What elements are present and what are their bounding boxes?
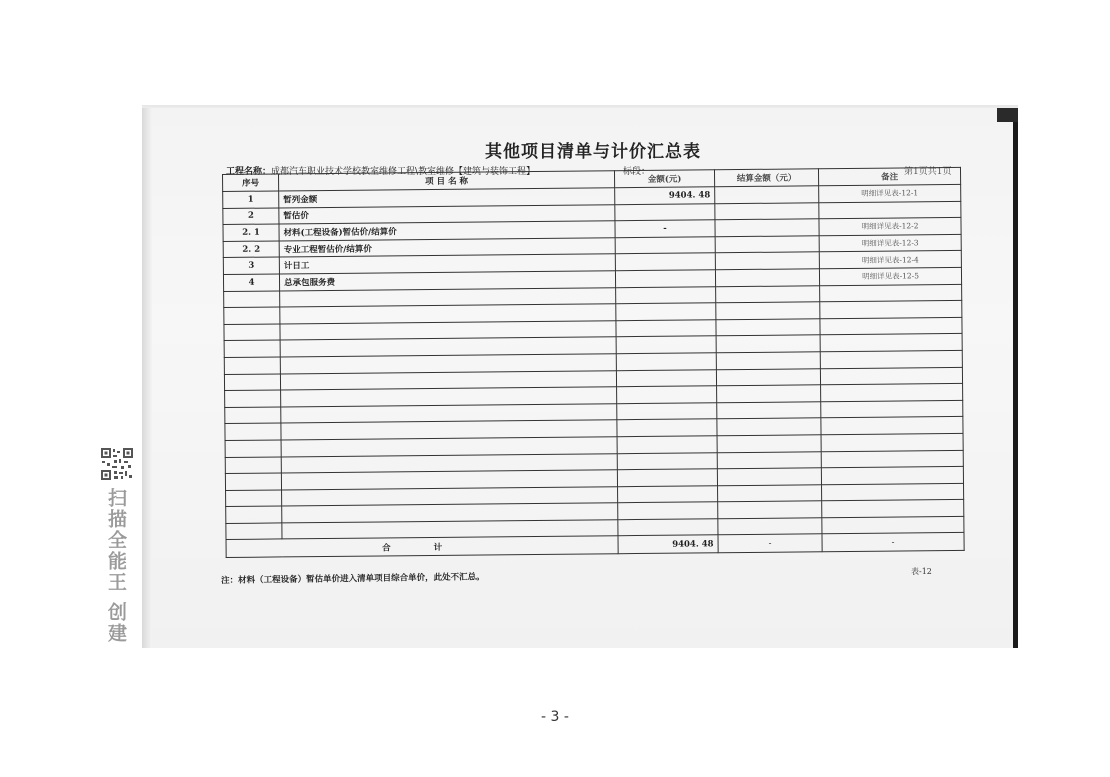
- project-name: 成都汽车职业技术学校教室维修工程\教室维修【建筑与装饰工程】: [271, 167, 536, 177]
- page-info: 第1页共1页: [904, 167, 952, 177]
- total-label: 合 计: [226, 536, 618, 558]
- row-amount: [617, 386, 717, 404]
- row-remark: 明细详见表-12-2: [819, 218, 961, 236]
- row-remark: 明细详见表-12-3: [819, 234, 961, 252]
- sheet-edge-right: [1013, 110, 1018, 648]
- row-amount: [615, 270, 715, 288]
- header-seq: 序号: [223, 174, 279, 192]
- row-settle: [715, 269, 819, 287]
- row-settle: [716, 335, 820, 353]
- row-seq: [224, 291, 280, 308]
- row-amount: [618, 519, 718, 537]
- summary-table: [222, 167, 965, 559]
- document-title: 其他项目清单与计价汇总表: [485, 142, 701, 162]
- row-seq: 2. 2: [223, 241, 279, 258]
- row-name: 专业工程暂估价/结算价: [279, 238, 615, 258]
- row-amount: [615, 203, 715, 221]
- row-settle: [717, 451, 821, 469]
- row-seq: 3: [223, 257, 279, 274]
- row-settle: [716, 302, 820, 320]
- row-remark: [819, 201, 961, 219]
- row-settle: [715, 219, 819, 237]
- row-settle: [716, 368, 820, 386]
- row-name: 总承包服务费: [279, 271, 615, 291]
- row-amount: [615, 237, 715, 255]
- row-remark: 明细详见表-12-4: [819, 251, 961, 269]
- row-settle: [718, 501, 822, 519]
- row-name: 暂估价: [279, 204, 615, 224]
- sheet-corner: [997, 108, 1018, 122]
- row-settle: [718, 518, 822, 536]
- row-seq: [224, 357, 280, 374]
- row-amount: [617, 402, 717, 420]
- page-number: - 3 -: [541, 709, 569, 725]
- row-seq: [225, 473, 281, 490]
- row-remark: [820, 350, 962, 368]
- row-name: 材料(工程设备)暂估价/结算价: [279, 221, 615, 241]
- row-amount: [616, 286, 716, 304]
- row-remark: [820, 284, 962, 302]
- row-amount: [617, 436, 717, 454]
- watermark-text: 扫描全能王 创建: [105, 488, 127, 644]
- row-remark: [821, 417, 963, 435]
- row-settle: [717, 418, 821, 436]
- row-amount: [616, 303, 716, 321]
- row-remark: [820, 317, 962, 335]
- row-amount: [618, 485, 718, 503]
- row-seq: [225, 390, 281, 407]
- summary-table-wrapper: [222, 167, 964, 552]
- row-seq: [225, 407, 281, 424]
- row-seq: 2. 1: [223, 224, 279, 241]
- row-settle: [718, 484, 822, 502]
- row-amount: [616, 353, 716, 371]
- row-seq: 4: [223, 274, 279, 291]
- header-settle: 结算金额（元）: [714, 169, 818, 187]
- row-remark: [822, 516, 964, 534]
- row-remark: [821, 433, 963, 451]
- row-remark: [821, 400, 963, 418]
- row-seq: [224, 307, 280, 324]
- row-seq: [226, 506, 282, 523]
- row-remark: [820, 301, 962, 319]
- row-remark: 明细详见表-12-5: [819, 267, 961, 285]
- row-settle: [715, 186, 819, 204]
- row-settle: [715, 236, 819, 254]
- header-name: 项 目 名 称: [279, 171, 615, 191]
- row-amount: [617, 419, 717, 437]
- row-amount: 9404. 48: [615, 187, 715, 205]
- row-name: 计日工: [279, 254, 615, 274]
- row-seq: 1: [223, 191, 279, 208]
- row-seq: 2: [223, 208, 279, 225]
- form-number: 表-12: [911, 567, 932, 576]
- row-remark: [821, 466, 963, 484]
- row-amount: [615, 253, 715, 271]
- row-remark: [820, 367, 962, 385]
- row-amount: -: [615, 220, 715, 238]
- header-amount: 金额(元): [614, 170, 714, 188]
- row-remark: [822, 500, 964, 518]
- row-settle: [716, 352, 820, 370]
- project-label: 工程名称：: [226, 167, 272, 177]
- row-remark: [820, 334, 962, 352]
- sheet-edge-left: [142, 108, 152, 648]
- footnote: 注：材料（工程设备）暂估单价进入清单项目综合单价，此处不汇总。: [221, 572, 485, 586]
- row-settle: [716, 285, 820, 303]
- row-settle: [717, 401, 821, 419]
- row-name: 暂列金额: [279, 188, 615, 208]
- row-remark: [822, 483, 964, 501]
- row-seq: [226, 523, 282, 540]
- row-remark: [821, 450, 963, 468]
- row-amount: [616, 336, 716, 354]
- row-amount: [616, 369, 716, 387]
- header-remark: 备注: [818, 167, 960, 185]
- row-seq: [224, 373, 280, 390]
- total-settle: -: [718, 534, 822, 553]
- row-seq: [224, 324, 280, 341]
- section-label: 标段：: [623, 167, 651, 177]
- row-amount: [616, 320, 716, 338]
- row-settle: [715, 252, 819, 270]
- row-settle: [717, 468, 821, 486]
- row-seq: [226, 490, 282, 507]
- row-remark: 明细详见表-12-1: [819, 184, 961, 202]
- row-settle: [717, 435, 821, 453]
- row-seq: [225, 440, 281, 457]
- row-settle: [717, 385, 821, 403]
- row-seq: [225, 423, 281, 440]
- row-remark: [821, 384, 963, 402]
- row-amount: [617, 469, 717, 487]
- total-amount: 9404. 48: [618, 535, 718, 554]
- row-amount: [618, 502, 718, 520]
- total-remark: -: [822, 533, 964, 552]
- row-settle: [715, 202, 819, 220]
- qr-code-icon: [100, 447, 134, 481]
- row-seq: [225, 456, 281, 473]
- row-seq: [224, 340, 280, 357]
- row-amount: [617, 452, 717, 470]
- row-settle: [716, 319, 820, 337]
